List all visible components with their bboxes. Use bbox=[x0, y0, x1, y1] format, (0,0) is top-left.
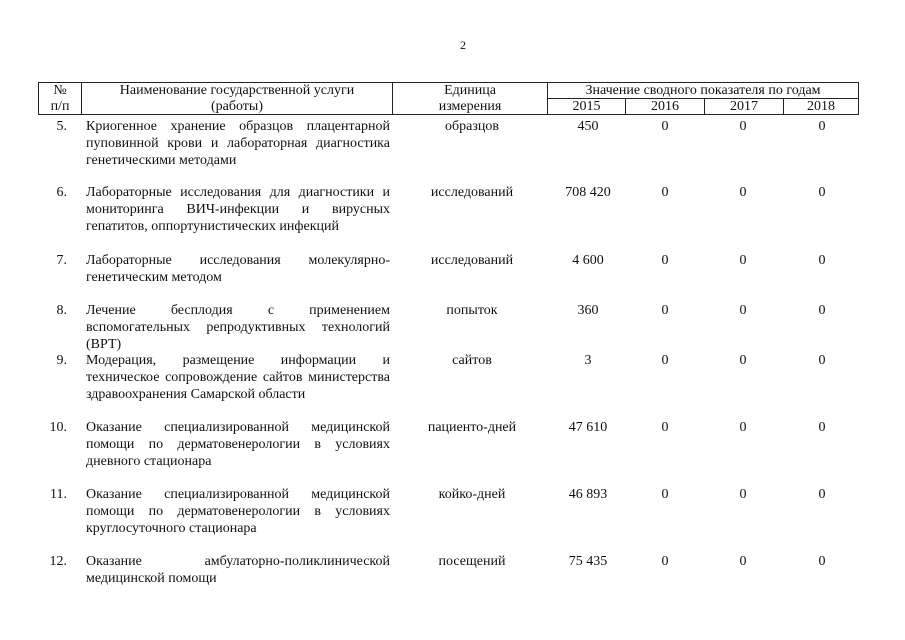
service-name: Оказание специализированной медицинской помощи по дерматовенерологии в условиях дневного стационара bbox=[86, 420, 390, 469]
value-2016: 0 bbox=[661, 119, 669, 134]
service-name: Криогенное хранение образцов плацентарной пуповинной крови и лабораторная диагностика генетическими методами bbox=[86, 119, 390, 168]
col-unit-header-line2: измерения bbox=[393, 99, 548, 115]
value-2017: 0 bbox=[739, 353, 747, 368]
value-2018: 0 bbox=[818, 303, 826, 318]
page-number: 2 bbox=[460, 38, 466, 52]
col-num-header: № bbox=[39, 83, 82, 99]
value-2016: 0 bbox=[661, 554, 669, 569]
row-number: 8. bbox=[56, 303, 67, 318]
value-2017: 0 bbox=[739, 119, 747, 134]
year-header: 2015 bbox=[548, 99, 626, 115]
year-header: 2018 bbox=[784, 99, 859, 115]
unit-cell: сайтов bbox=[452, 353, 492, 368]
service-name: Оказание амбулаторно-поликлинической медицинской помощи bbox=[86, 554, 390, 586]
value-2015: 4 600 bbox=[572, 253, 604, 268]
value-2015: 75 435 bbox=[568, 554, 608, 569]
value-2017: 0 bbox=[739, 420, 747, 435]
value-2016: 0 bbox=[661, 420, 669, 435]
unit-cell: попыток bbox=[446, 303, 498, 318]
year-header: 2016 bbox=[626, 99, 705, 115]
value-2016: 0 bbox=[661, 185, 669, 200]
col-values-header: Значение сводного показателя по годам bbox=[548, 83, 859, 99]
value-2015: 708 420 bbox=[565, 185, 611, 200]
unit-cell: койко-дней bbox=[438, 487, 506, 502]
row-number: 6. bbox=[56, 185, 67, 200]
value-2018: 0 bbox=[818, 119, 826, 134]
col-name-header: Наименование государственной услуги bbox=[82, 83, 393, 99]
year-header: 2017 bbox=[705, 99, 784, 115]
unit-cell: посещений bbox=[438, 554, 506, 569]
service-name: Оказание специализированной медицинской помощи по дерматовенерологии в условиях круглосуточного стационара bbox=[86, 487, 390, 536]
col-num-header-line2: п/п bbox=[39, 99, 82, 115]
value-2017: 0 bbox=[739, 253, 747, 268]
value-2017: 0 bbox=[739, 303, 747, 318]
value-2017: 0 bbox=[739, 487, 747, 502]
unit-cell: исследований bbox=[430, 185, 514, 200]
value-2018: 0 bbox=[818, 487, 826, 502]
row-number: 7. bbox=[56, 253, 67, 268]
value-2018: 0 bbox=[818, 420, 826, 435]
value-2015: 47 610 bbox=[568, 420, 608, 435]
value-2018: 0 bbox=[818, 554, 826, 569]
value-2017: 0 bbox=[739, 554, 747, 569]
value-2015: 46 893 bbox=[568, 487, 608, 502]
value-2016: 0 bbox=[661, 253, 669, 268]
row-number: 9. bbox=[56, 353, 67, 368]
row-number: 11. bbox=[50, 487, 67, 502]
unit-cell: исследований bbox=[430, 253, 514, 268]
value-2018: 0 bbox=[818, 185, 826, 200]
service-name: Лабораторные исследования для диагностики и мониторинга ВИЧ-инфекции и вирусных гепатитов, оппортунистических инфекций bbox=[86, 185, 390, 234]
service-name: Лечение бесплодия с применением вспомогательных репродуктивных технологий (ВРТ) bbox=[86, 303, 390, 352]
value-2018: 0 bbox=[818, 253, 826, 268]
value-2015: 360 bbox=[577, 303, 599, 318]
col-name-header-line2: (работы) bbox=[82, 99, 393, 115]
value-2018: 0 bbox=[818, 353, 826, 368]
row-number: 12. bbox=[49, 554, 67, 569]
unit-cell: образцов bbox=[445, 119, 499, 134]
table-header bbox=[38, 82, 859, 115]
value-2017: 0 bbox=[739, 185, 747, 200]
row-number: 10. bbox=[49, 420, 67, 435]
service-name: Лабораторные исследования молекулярно-генетическим методом bbox=[86, 253, 390, 285]
value-2016: 0 bbox=[661, 303, 669, 318]
service-name: Модерация, размещение информации и техническое сопровождение сайтов министерства здравоохранения Самарской области bbox=[86, 353, 390, 402]
value-2015: 3 bbox=[584, 353, 592, 368]
value-2016: 0 bbox=[661, 487, 669, 502]
row-number: 5. bbox=[56, 119, 67, 134]
unit-cell: пациенто-дней bbox=[427, 420, 517, 435]
value-2016: 0 bbox=[661, 353, 669, 368]
col-unit-header: Единица bbox=[393, 83, 548, 99]
value-2015: 450 bbox=[577, 119, 599, 134]
